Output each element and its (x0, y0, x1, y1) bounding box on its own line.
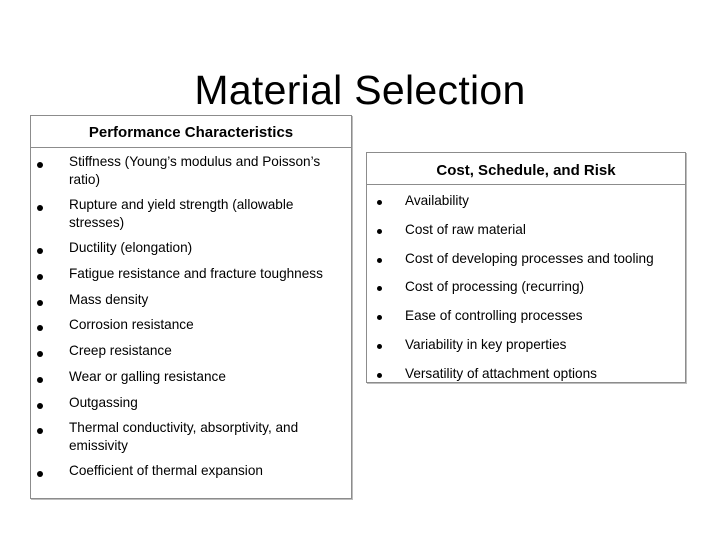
list-item (31, 368, 351, 386)
list-item-label: Rupture and yield strength (allowable stresses) (69, 197, 294, 230)
list-item-label: Corrosion resistance (69, 317, 194, 333)
list-item-label: Cost of raw material (405, 221, 526, 237)
bullet-icon (377, 373, 382, 378)
bullet-icon (377, 229, 382, 234)
list-item (367, 250, 685, 267)
list-item (31, 239, 351, 257)
list-item (31, 153, 351, 188)
list-item-label: Cost of processing (recurring) (405, 279, 585, 295)
bullet-icon (377, 344, 382, 349)
performance-characteristics-header: Performance Characteristics (31, 116, 351, 148)
bullet-icon (377, 315, 382, 320)
list-item (367, 365, 685, 382)
list-item (31, 316, 351, 334)
bullet-icon (37, 205, 43, 211)
bullet-icon (37, 471, 43, 477)
slide-title: Material Selection (194, 67, 526, 114)
list-item (31, 196, 351, 231)
list-item (31, 462, 351, 480)
list-item (367, 307, 685, 324)
cost-schedule-risk-panel (366, 152, 686, 383)
performance-characteristics-panel (30, 115, 352, 499)
list-item-label: Mass density (69, 291, 149, 307)
list-item-label: Availability (405, 193, 469, 208)
list-item (31, 394, 351, 412)
list-item-label: Outgassing (69, 394, 138, 410)
list-item-label: Variability in key properties (405, 336, 567, 352)
cost-schedule-risk-header: Cost, Schedule, and Risk (367, 153, 685, 185)
list-item (31, 342, 351, 360)
list-item (31, 265, 351, 283)
list-item-label: Ease of controlling processes (405, 308, 583, 324)
bullet-icon (37, 274, 43, 280)
list-item-label: Versatility of attachment options (405, 365, 597, 381)
list-item (367, 221, 685, 238)
list-item-label: Cost of developing processes and tooling (405, 250, 654, 266)
list-item-label: Thermal conductivity, absorptivity, and emissivity (69, 420, 299, 453)
cost-schedule-risk-list (367, 185, 685, 382)
list-item-label: Fatigue resistance and fracture toughness (69, 266, 323, 282)
list-item (367, 192, 685, 209)
bullet-icon (377, 258, 382, 263)
bullet-icon (37, 248, 43, 254)
list-item-label: Ductility (elongation) (69, 240, 193, 256)
bullet-icon (377, 200, 382, 205)
list-item-label: Creep resistance (69, 343, 172, 359)
bullet-icon (37, 377, 43, 383)
performance-characteristics-list (31, 148, 351, 480)
list-item (367, 336, 685, 353)
bullet-icon (37, 325, 43, 331)
bullet-icon (37, 300, 43, 306)
bullet-icon (37, 403, 43, 409)
list-item (31, 291, 351, 309)
bullet-icon (377, 286, 382, 291)
list-item-label: Coefficient of thermal expansion (69, 463, 263, 479)
list-item (31, 419, 351, 454)
list-item-label: Wear or galling resistance (69, 368, 226, 384)
list-item-label: Stiffness (Young’s modulus and Poisson’s ratio) (69, 154, 321, 187)
list-item (367, 278, 685, 295)
bullet-icon (37, 428, 43, 434)
bullet-icon (37, 162, 43, 168)
bullet-icon (37, 351, 43, 357)
